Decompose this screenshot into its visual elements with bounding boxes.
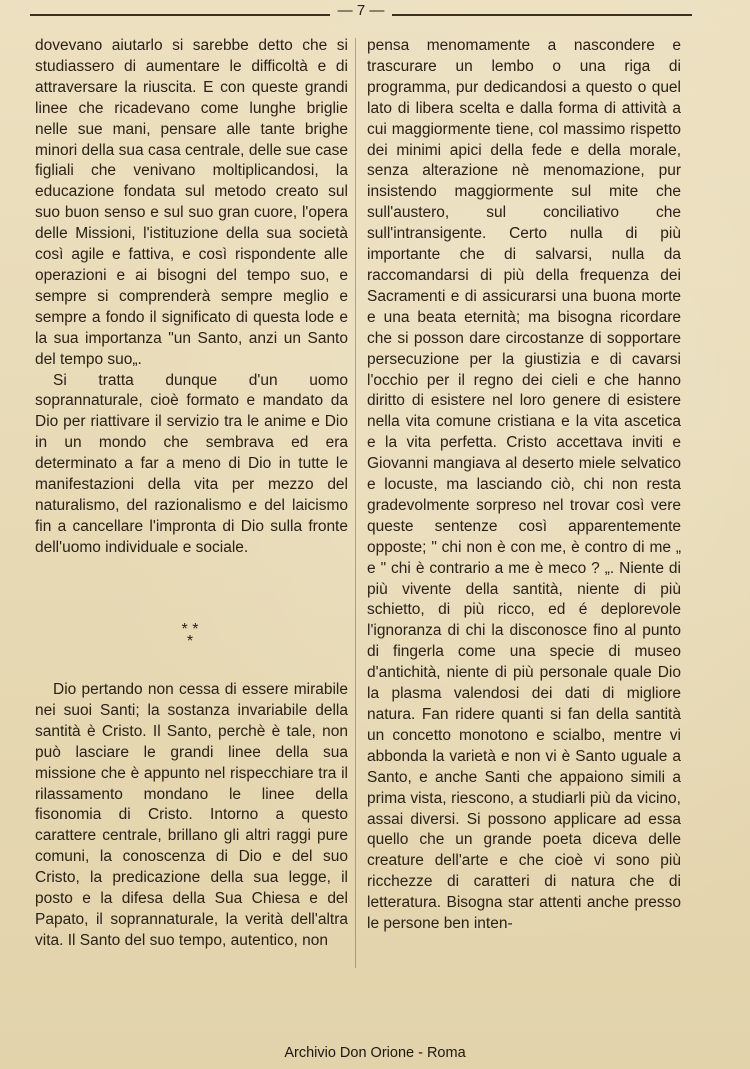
archive-footer: Archivio Don Orione - Roma [284,1045,466,1061]
left-column [35,36,348,559]
column-divider [355,38,356,968]
header-rule-left [30,14,330,16]
asterism-bottom: * [186,633,194,650]
right-paragraph-1: pensa menomamente a nascondere e trascurare un lembo o una riga di programma, pur dedicandosi a questo o quel lato di libera scelta e dalla forma di attività a cui maggiormente tiene, col massimo rispetto dei minimi apici della fede e della morale, senza alterazione nè menomazione, pur insistendo maggiormente sul mite che sull'austero, sul conciliativo che sull'intransigente. Certo nulla di più importante che di salvarsi, nulla da raccomandarsi di più della frequenza dei Sacramenti e di assicurarsi una buona morte e una beata eternità; ma bisogna ricordare che si posson dare circostanze di sopportare persecuzione per la giustizia e di cavarsi l'occhio per il regno dei cieli e che hanno diritto di esistere nel loro genere di esistere nella vita comune cristiana e la vita ascetica e la vita perfetta. Cristo accettava inviti e Giovanni mangiava al deserto miele selvatico e locuste, ma lasciando ciò, chi non resta gradevolmente sorpreso nel trovar così vere queste sentenze così apparentemente opposte; " chi non è con me, è contro di me „ e " chi è contrario a me è meco ? „. Niente di più vivente della santità, niente di più schietto, di più ricco, ed é deplorevole l'ignoranza di chi la disconosce fino al punto di fingerla come una specie di museo d'antichità, niente di più personale quale Dio la plasma valendosi dei dati di migliore natura. Fan ridere quanti si fan della santità un concetto monotono e scialbo, mentre vi abbonda la varietà e non vi è Santo uguale a Santo, e anche Santi che appaiono simili a prima vista, riescono, a studiarli più da vicino, assai diversi. Si possono applicare ad essa quello che un grande poeta diceva delle creature dell'arte e che cioè vi sono più ricchezze di caratteri di natura che di letteratura. Bisogna star attenti anche presso le persone ben inten- [367,37,681,933]
left-paragraph-2: Si tratta dunque d'un uomo soprannaturale, cioè formato e mandato da Dio per riattivare il servizio tra le anime e Dio in un mondo che sembrava ed era determinato a far a meno di Dio in tutte le manifestazioni della vita per mezzo del naturalismo, del razionalismo e del laicismo fin a cancellare l'impronta di Dio sulla fronte dell'uomo individuale e sociale. [35,371,348,556]
page-number: — 7 — [337,2,385,19]
left-paragraph-1: dovevano aiutarlo si sarebbe detto che si studiassero di aumentare le difficoltà e di attraversare la riuscita. E con queste grandi linee che ricadevano come lunghe briglie nelle sue mani, pensare alle tante brighe minori della sua casa centrale, delle sue case figliali che venivano moltiplicandosi, la educazione fondata sul metodo creato sul suo buon senso e sul suo gran cuore, l'opera delle Missioni, l'istituzione della sua società così agile e fattiva, e così rispondente alle operazioni e ai bisogni del tempo suo, e sempre si comprenderà sempre meglio e sempre a fondo il significato di questa lode e la sua importanza "un Santo, anzi un Santo del tempo suo„. [35,37,348,368]
right-column [367,36,681,935]
header-rule-right [392,14,692,16]
left-paragraph-3: Dio pertando non cessa di essere mirabile nei suoi Santi; la sostanza invariabile della santità è Cristo. Il Santo, perchè è tale, non può lasciare le grandi linee della sua missione che è appunto nel rispecchiare tra il rilassamento mondano le linee della fisonomia di Cristo. Intorno a questo carattere centrale, brillano gli altri raggi pure comuni, la conoscenza di Dio e del suo Cristo, la predicazione della sua legge, il posto e la difesa della Sua Chiesa e del Papato, il soprannaturale, la verità dell'altra vita. Il Santo del suo tempo, autentico, non [35,681,348,949]
asterism-top: * * [181,621,199,638]
left-column-lower [35,680,348,952]
section-asterism [170,621,210,654]
